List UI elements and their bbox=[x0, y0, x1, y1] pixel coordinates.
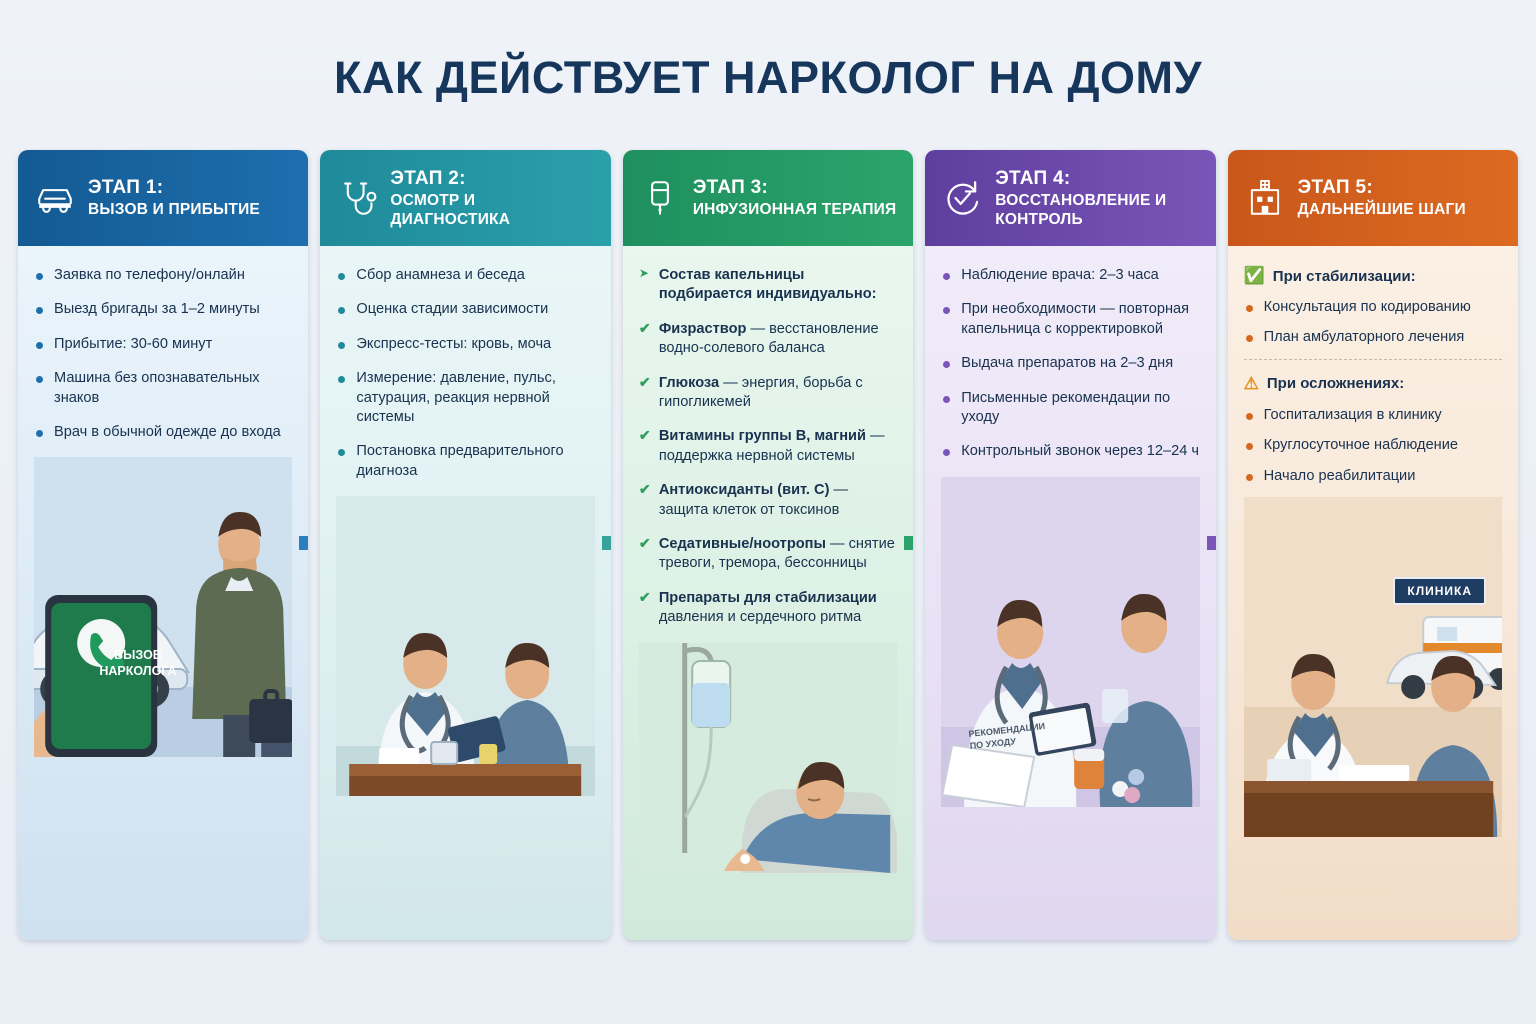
list-item: Измерение: давление, пульс, сатурация, реакция нервной системы bbox=[336, 369, 594, 427]
stage-4-label: ЭТАП 4: bbox=[995, 167, 1071, 189]
list-item: Круглосуточное наблюдение bbox=[1244, 436, 1502, 455]
list-item: Прибытие: 30-60 минут bbox=[34, 335, 292, 354]
stage-4-name: ВОССТАНОВЛЕНИЕ И КОНТРОЛЬ bbox=[995, 191, 1167, 228]
list-item: ✔ Препараты для стабилизации давления и сердечного ритма bbox=[639, 589, 897, 628]
list-item-intro bbox=[639, 266, 897, 305]
stage-4-list bbox=[941, 266, 1199, 462]
stage-5-name: ДАЛЬНЕЙШИЕ ШАГИ bbox=[1297, 201, 1466, 219]
list-item: ✔ Антиоксиданты (вит. C) — защита клеток от токсинов bbox=[639, 481, 897, 520]
stage-3-illustration bbox=[639, 643, 897, 873]
stage-3-body bbox=[623, 246, 913, 940]
stage-5-label: ЭТАП 5: bbox=[1297, 177, 1373, 199]
arrow-stage3-to-stage4 bbox=[904, 530, 913, 556]
paper-label-line1: РЕКОМЕНДАЦИИ bbox=[968, 721, 1046, 740]
stage-card-4[interactable] bbox=[925, 150, 1215, 940]
list-item: ✔ Физраствор — весстановление водно-солевого баланса bbox=[639, 320, 897, 359]
check-circle-icon: ✅ bbox=[1243, 266, 1265, 285]
stage-1-illustration bbox=[34, 457, 292, 757]
stage-5-header bbox=[1228, 150, 1518, 246]
stage-2-name: ОСМОТР И ДИАГНОСТИКА bbox=[390, 191, 511, 228]
list-item: Письменные рекомендации по уходу bbox=[941, 389, 1199, 428]
list-item: Заявка по телефону/онлайн bbox=[34, 266, 292, 285]
phone-label-line1: ВЫЗОВ bbox=[114, 648, 162, 663]
list-item: Консультация по кодированию bbox=[1244, 298, 1502, 317]
list-item: Наблюдение врача: 2–3 часа bbox=[941, 266, 1199, 285]
stabilization-list bbox=[1244, 298, 1502, 348]
list-item: Постановка предварительного диагноза bbox=[336, 442, 594, 481]
stage-columns bbox=[18, 150, 1518, 940]
stage-card-1[interactable] bbox=[18, 150, 308, 940]
stage-3-label: ЭТАП 3: bbox=[692, 177, 769, 199]
stage-1-label: ЭТАП 1: bbox=[88, 177, 164, 199]
phone-call-label bbox=[92, 648, 184, 679]
stage-2-list bbox=[336, 266, 594, 481]
stage-2-illustration bbox=[336, 496, 594, 796]
list-item: Госпитализация в клинику bbox=[1244, 406, 1502, 425]
stage-1-body bbox=[18, 246, 308, 940]
clinic-sign: КЛИНИКА bbox=[1393, 577, 1486, 605]
list-item: Экспресс-тесты: кровь, моча bbox=[336, 335, 594, 354]
stage-card-2[interactable] bbox=[320, 150, 610, 940]
section-divider bbox=[1244, 359, 1502, 360]
list-item: Контрольный звонок через 12–24 ч bbox=[941, 442, 1199, 461]
stabilization-heading bbox=[1244, 266, 1502, 286]
paper-label-line2: ПО УХОДУ bbox=[969, 736, 1017, 752]
stage-4-body bbox=[925, 246, 1215, 940]
stage-3-header bbox=[623, 150, 913, 246]
list-item: ✔ Глюкоза — энергия, борьба с гипогликемей bbox=[639, 374, 897, 413]
stage-card-5[interactable] bbox=[1228, 150, 1518, 940]
stage-2-label: ЭТАП 2: bbox=[390, 167, 466, 189]
arrow-stage2-to-stage3 bbox=[602, 530, 611, 556]
stage-4-illustration bbox=[941, 477, 1199, 807]
warning-triangle-icon: ⚠ bbox=[1243, 373, 1259, 393]
arrow-stage4-to-stage5 bbox=[1207, 530, 1216, 556]
stage-card-3[interactable] bbox=[623, 150, 913, 940]
iv-drip-icon bbox=[637, 175, 683, 221]
refresh-check-icon bbox=[939, 175, 985, 221]
list-item: Врач в обычной одежде до входа bbox=[34, 423, 292, 442]
stage-1-header bbox=[18, 150, 308, 246]
stage-4-header bbox=[925, 150, 1215, 246]
stage-2-body bbox=[320, 246, 610, 940]
list-item: Сбор анамнеза и беседа bbox=[336, 266, 594, 285]
list-item: Оценка стадии зависимости bbox=[336, 300, 594, 319]
stage-5-illustration bbox=[1244, 497, 1502, 837]
stage-5-body bbox=[1228, 246, 1518, 940]
arrow-stage1-to-stage2 bbox=[299, 530, 308, 556]
stage-1-list bbox=[34, 266, 292, 442]
list-item: Выдача препаратов на 2–3 дня bbox=[941, 354, 1199, 373]
list-item: ✔ Седативные/ноотропы — снятие тревоги, тремора, бессонницы bbox=[639, 535, 897, 574]
stage-2-header bbox=[320, 150, 610, 246]
hospital-icon bbox=[1242, 175, 1288, 221]
stage-1-name: ВЫЗОВ И ПРИБЫТИЕ bbox=[88, 201, 260, 219]
complications-heading-text: При осложнениях: bbox=[1266, 375, 1405, 393]
stage-3-list bbox=[639, 266, 897, 628]
list-item: Машина без опознавательных знаков bbox=[34, 369, 292, 408]
list-item: План амбулаторного лечения bbox=[1244, 328, 1502, 347]
stabilization-heading-text: При стабилизации: bbox=[1272, 267, 1416, 285]
complications-list bbox=[1244, 406, 1502, 486]
phone-label-line2: НАРКОЛОГА bbox=[99, 663, 177, 678]
stage-3-name: ИНФУЗИОННАЯ ТЕРАПИЯ bbox=[692, 201, 897, 219]
list-item: Начало реабилитации bbox=[1244, 467, 1502, 486]
list-item: ✔ Витамины группы B, магний — поддержка нервной системы bbox=[639, 427, 897, 466]
stage-3-intro: Состав капельницы подбирается индивидуально: bbox=[658, 267, 877, 303]
list-item: При необходимости — повторная капельница с корректировкой bbox=[941, 300, 1199, 339]
page-title: КАК ДЕЙСТВУЕТ НАРКОЛОГ НА ДОМУ bbox=[334, 52, 1202, 103]
list-item: Выезд бригады за 1–2 минуты bbox=[34, 300, 292, 319]
car-icon bbox=[32, 175, 78, 221]
complications-heading bbox=[1244, 374, 1502, 394]
stethoscope-icon bbox=[334, 175, 380, 221]
